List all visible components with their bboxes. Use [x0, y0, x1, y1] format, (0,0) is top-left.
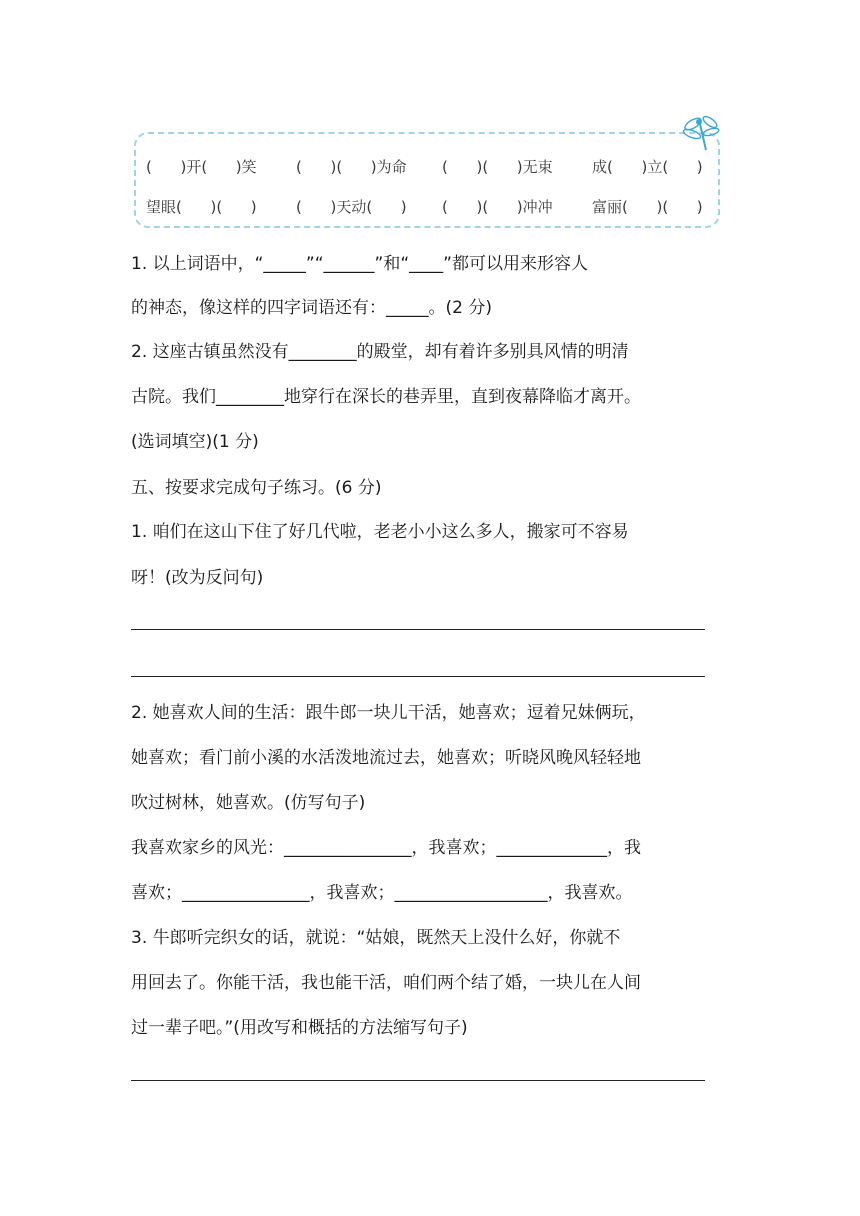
q4-2-line-3: (选词填空)(1 分): [131, 432, 259, 452]
q4-2-line-1: 2. 这座古镇虽然没有________的殿堂，却有着许多别具风情的明清: [131, 342, 629, 362]
word-item: ( )( )冲冲: [442, 198, 553, 216]
q5-2-line-2: 她喜欢；看门前小溪的水活泼地流过去，她喜欢；听晓风晚风轻轻地: [131, 748, 641, 768]
q5-1-line-1: 1. 咱们在这山下住了好几代啦，老老小小这么多人，搬家可不容易: [131, 522, 629, 542]
q5-2-answer-line-2[interactable]: 喜欢；_______________，我喜欢；__________________，我喜欢。: [131, 883, 633, 903]
word-item: 富丽( )( ): [592, 198, 703, 216]
answer-line[interactable]: [131, 676, 705, 677]
word-item: 成( )立( ): [592, 158, 703, 176]
q5-1-line-2: 呀！(改为反问句): [131, 568, 264, 588]
q4-1-line-2: 的神态，像这样的四字词语还有：_____。(2 分): [131, 298, 492, 318]
q5-2-answer-line-1[interactable]: 我喜欢家乡的风光：_______________，我喜欢；_____________，我: [131, 838, 641, 858]
dragonfly-icon: [680, 110, 724, 154]
q5-3-line-1: 3. 牛郎听完织女的话，就说：“姑娘，既然天上没什么好，你就不: [131, 928, 621, 948]
section-5-heading: 五、按要求完成句子练习。(6 分): [131, 478, 382, 498]
answer-line[interactable]: [131, 1080, 705, 1081]
word-item: ( )天动( ): [296, 198, 407, 216]
word-item: ( )开( )笑: [146, 158, 257, 176]
q4-1-line-1: 1. 以上词语中，“_____”“______”和“____”都可以用来形容人: [131, 254, 588, 274]
word-item: 望眼( )( ): [146, 198, 257, 216]
q5-2-line-1: 2. 她喜欢人间的生活：跟牛郎一块儿干活，她喜欢；逗着兄妹俩玩，: [131, 703, 646, 723]
q5-2-line-3: 吹过树林，她喜欢。(仿写句子): [131, 793, 366, 813]
q5-3-line-3: 过一辈子吧。”(用改写和概括的方法缩写句子): [131, 1018, 468, 1038]
q4-2-line-2: 古院。我们________地穿行在深长的巷弄里，直到夜幕降临才离开。: [131, 387, 641, 407]
word-item: ( )( )为命: [296, 158, 407, 176]
word-item: ( )( )无束: [442, 158, 553, 176]
word-row-1: [136, 156, 718, 178]
word-row-2: [136, 196, 718, 218]
answer-line[interactable]: [131, 629, 705, 630]
q5-3-line-2: 用回去了。你能干活，我也能干活，咱们两个结了婚，一块儿在人间: [131, 973, 641, 993]
word-box: [134, 132, 720, 228]
